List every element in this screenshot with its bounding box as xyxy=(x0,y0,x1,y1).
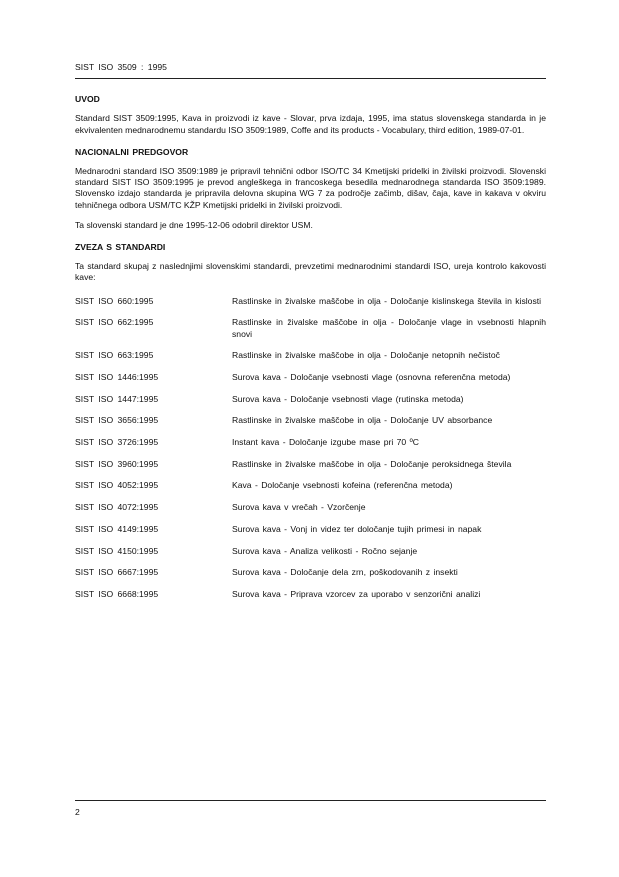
predgovor-paragraph-2: Ta slovenski standard je dne 1995-12-06 odobril direktor USM. xyxy=(75,219,313,230)
standard-row xyxy=(75,415,546,426)
zveza-paragraph: Ta standard skupaj z naslednjimi slovenskimi standardi, prevzetimi mednarodnimi standardi ISO, ureja kontrolo kakovosti kave: xyxy=(75,261,546,283)
standard-code: SIST ISO 4150:1995 xyxy=(75,545,159,556)
footer-rule xyxy=(75,800,546,801)
standard-code: SIST ISO 660:1995 xyxy=(75,295,154,306)
standard-code: SIST ISO 6667:1995 xyxy=(75,567,159,578)
page-number: 2 xyxy=(75,807,80,817)
standard-code: SIST ISO 1446:1995 xyxy=(75,371,159,382)
document-page xyxy=(75,62,546,611)
header-rule xyxy=(75,78,546,79)
page-footer xyxy=(75,800,546,817)
predgovor-paragraph-1: Mednarodni standard ISO 3509:1989 je pripravil tehnični odbor ISO/TC 34 Kmetijski pridelki in živilski proizvodi. Slovenski standard SIST ISO 3509:1995 je prevod angleškega in francoskega besedila mednarodnega standarda ISO 3509:1989. Slovensko izdajo standarda je pripravila delovna skupina WG 7 za področje začimb, dišav, čaja, kave in kakava v okviru tehničnega odbora USM/TC KŽP Kmetijski pridelki in živilski proizvodi. xyxy=(75,166,546,210)
standard-code: SIST ISO 6668:1995 xyxy=(75,588,159,599)
standard-code: SIST ISO 662:1995 xyxy=(75,317,154,328)
standard-title: Instant kava - Določanje izgube mase pri 70 ºC xyxy=(232,437,419,448)
uvod-paragraph: Standard SIST 3509:1995, Kava in proizvodi iz kave - Slovar, prva izdaja, 1995, ima status slovenskega standarda in je ekvivalenten mednarodnemu standardu ISO 3509:1989, Coffe and its products - Vocabulary, third edition, 1989-07-01. xyxy=(75,113,546,135)
standard-code: SIST ISO 1447:1995 xyxy=(75,393,159,404)
standard-code: SIST ISO 663:1995 xyxy=(75,350,154,361)
standard-row xyxy=(75,372,546,383)
standard-row xyxy=(75,546,546,557)
standard-row xyxy=(75,480,546,491)
standard-code: SIST ISO 4072:1995 xyxy=(75,502,159,513)
standard-row xyxy=(75,350,546,361)
standard-title: Rastlinske in živalske maščobe in olja - Določanje vlage in vsebnosti hlapnih snovi xyxy=(232,317,546,339)
standard-code: SIST ISO 4052:1995 xyxy=(75,480,159,491)
standard-row xyxy=(75,437,546,448)
section-heading-uvod: UVOD xyxy=(75,94,100,105)
standard-row xyxy=(75,567,546,578)
standard-code: SIST ISO 4149:1995 xyxy=(75,523,159,534)
standard-title: Surova kava - Vonj in videz ter določanje tujih primesi in napak xyxy=(232,523,482,534)
standard-code: SIST ISO 3960:1995 xyxy=(75,458,159,469)
standard-row xyxy=(75,459,546,470)
standard-row xyxy=(75,296,546,307)
standard-title: Surova kava - Določanje dela zrn, poškodovanih z insekti xyxy=(232,567,458,578)
standard-title: Rastlinske in živalske maščobe in olja - Določanje kislinskega števila in kislosti xyxy=(232,295,542,306)
standard-row xyxy=(75,317,546,339)
standard-row xyxy=(75,524,546,535)
standard-row xyxy=(75,589,546,600)
standard-title: Surova kava - Določanje vsebnosti vlage (rutinska metoda) xyxy=(232,393,464,404)
standard-code: SIST ISO 3726:1995 xyxy=(75,437,159,448)
standard-title: Rastlinske in živalske maščobe in olja - Določanje peroksidnega števila xyxy=(232,458,512,469)
standard-code: SIST ISO 3656:1995 xyxy=(75,415,159,426)
standards-list xyxy=(75,296,546,601)
standard-title: Kava - Določanje vsebnosti kofeina (referenčna metoda) xyxy=(232,480,453,491)
standard-row xyxy=(75,394,546,405)
standard-title: Surova kava - Analiza velikosti - Ročno sejanje xyxy=(232,545,418,556)
standard-title: Surova kava - Določanje vsebnosti vlage (osnovna referenčna metoda) xyxy=(232,371,511,382)
standard-title: Surova kava - Priprava vzorcev za uporabo v senzorični analizi xyxy=(232,588,481,599)
standard-title: Rastlinske in živalske maščobe in olja - Določanje netopnih nečistoč xyxy=(232,350,500,361)
section-heading-zveza: ZVEZA S STANDARDI xyxy=(75,242,166,253)
standard-title: Rastlinske in živalske maščobe in olja - Določanje UV absorbance xyxy=(232,415,493,426)
standard-title: Surova kava v vrečah - Vzorčenje xyxy=(232,502,366,513)
section-heading-predgovor: NACIONALNI PREDGOVOR xyxy=(75,146,189,157)
document-id-header: SIST ISO 3509 : 1995 xyxy=(75,62,167,72)
standard-row xyxy=(75,502,546,513)
